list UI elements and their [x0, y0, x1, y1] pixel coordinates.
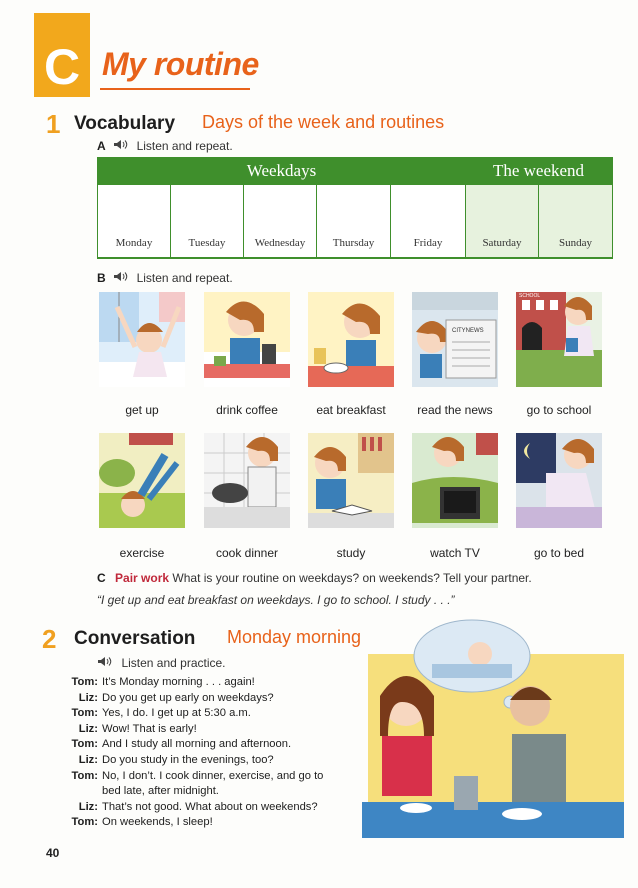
caption-eat-breakfast: eat breakfast [316, 403, 386, 417]
speaker-name: Tom: [71, 738, 98, 751]
conversation-heading: Conversation [74, 628, 196, 649]
part-a-label: A [97, 139, 106, 154]
caption-exercise: exercise [119, 546, 165, 560]
speaker-icon[interactable] [113, 269, 129, 287]
eat-breakfast-illustration [308, 292, 394, 387]
get-up-illustration [99, 292, 185, 387]
day-cell: Wednesday [244, 185, 316, 257]
day-cell: Saturday [466, 185, 538, 257]
page-number: 40 [46, 846, 60, 860]
newspaper-title: CITYNEWS [452, 328, 484, 334]
day-cell: Thursday [317, 185, 390, 257]
day-cell: Monday [98, 185, 170, 257]
page-title: My routine [102, 46, 259, 82]
study-illustration [308, 433, 394, 528]
dialogue-text: Do you get up early on weekdays? [102, 691, 274, 704]
dialogue-line [56, 722, 323, 738]
speaker-icon[interactable] [113, 137, 129, 155]
dialogue-text: Do you study in the evenings, too? [102, 753, 274, 766]
days-table [97, 157, 613, 259]
section-number-1: 1 [46, 109, 61, 139]
example-sentence: “I get up and eat breakfast on weekdays. I go to school. I study . . .” [97, 593, 455, 607]
vocabulary-subheading: Days of the week and routines [202, 112, 445, 132]
weekend-header: The weekend [492, 161, 585, 180]
caption-study: study [336, 546, 366, 560]
conversation-illustration [362, 616, 624, 838]
go-to-school-illustration [516, 292, 602, 387]
dialogue-line [56, 675, 323, 691]
dialogue-text: It’s Monday morning . . . again! [102, 676, 255, 688]
vocabulary-heading: Vocabulary [74, 113, 176, 134]
dialogue-line [56, 800, 323, 816]
title-underline [100, 88, 250, 90]
part-c-instruction: What is your routine on weekdays? on weekends? Tell your partner. [172, 571, 532, 585]
cook-dinner-illustration [204, 433, 290, 528]
watch-tv-illustration [412, 433, 498, 528]
speaker-name: Tom: [71, 707, 98, 720]
conversation-instruction-row [97, 654, 226, 672]
caption-go-to-school: go to school [526, 403, 592, 417]
part-b [97, 269, 233, 287]
day-cell: Friday [391, 185, 465, 257]
part-a-instruction: Listen and repeat. [136, 139, 233, 154]
speaker-name: Liz: [78, 691, 98, 704]
dialogue-text: That’s not good. What about on weekends? [102, 800, 318, 813]
caption-cook-dinner: cook dinner [215, 546, 279, 560]
weekdays-header: Weekdays [246, 161, 317, 180]
dialogue-text: bed late, after midnight. [102, 785, 219, 798]
drink-coffee-illustration [204, 292, 290, 387]
dialogue-text: On weekends, I sleep! [102, 816, 213, 829]
dialogue-line [56, 784, 323, 800]
caption-go-to-bed: go to bed [533, 546, 585, 560]
caption-watch-tv: watch TV [430, 546, 480, 560]
dialogue-line [56, 706, 323, 722]
dialogue-line [56, 691, 323, 707]
dialogue-text: Yes, I do. I get up at 5:30 a.m. [102, 707, 251, 720]
school-sign: SCHOOL [519, 293, 541, 299]
caption-read-the-news: read the news [417, 403, 493, 417]
part-b-instruction: Listen and repeat. [136, 271, 233, 286]
pair-work-label: Pair work [115, 571, 170, 585]
section-number-2: 2 [42, 624, 57, 654]
speaker-name: Liz: [78, 753, 98, 766]
dialogue-text: And I study all morning and afternoon. [102, 738, 292, 751]
dialogue-text: No, I don’t. I cook dinner, exercise, and go to [102, 769, 324, 782]
exercise-illustration [99, 433, 185, 528]
read-the-news-illustration [412, 292, 498, 387]
dialogue-line [56, 753, 323, 769]
go-to-bed-illustration [516, 433, 602, 528]
part-c [97, 571, 532, 585]
conversation-subheading: Monday morning [227, 627, 362, 647]
section-letter: C [43, 39, 81, 95]
speaker-name: Liz: [78, 800, 98, 813]
dialogue-line [56, 769, 323, 785]
part-c-label: C [97, 571, 106, 585]
part-b-label: B [97, 271, 106, 286]
part-a [97, 137, 233, 155]
caption-drink-coffee: drink coffee [216, 403, 278, 417]
dialogue-text: Wow! That is early! [102, 722, 197, 735]
dialogue-line [56, 737, 323, 753]
speaker-name: Tom: [71, 816, 98, 829]
conversation-instruction: Listen and practice. [121, 656, 226, 671]
speaker-name: Tom: [71, 676, 98, 688]
dialogue-line [56, 815, 323, 831]
dialogue [56, 675, 323, 831]
day-cell: Tuesday [171, 185, 243, 257]
caption-get-up: get up [125, 403, 159, 417]
day-cell: Sunday [539, 185, 612, 257]
speaker-name: Tom: [71, 769, 98, 782]
speaker-icon[interactable] [97, 654, 113, 672]
speaker-name: Liz: [78, 722, 98, 735]
